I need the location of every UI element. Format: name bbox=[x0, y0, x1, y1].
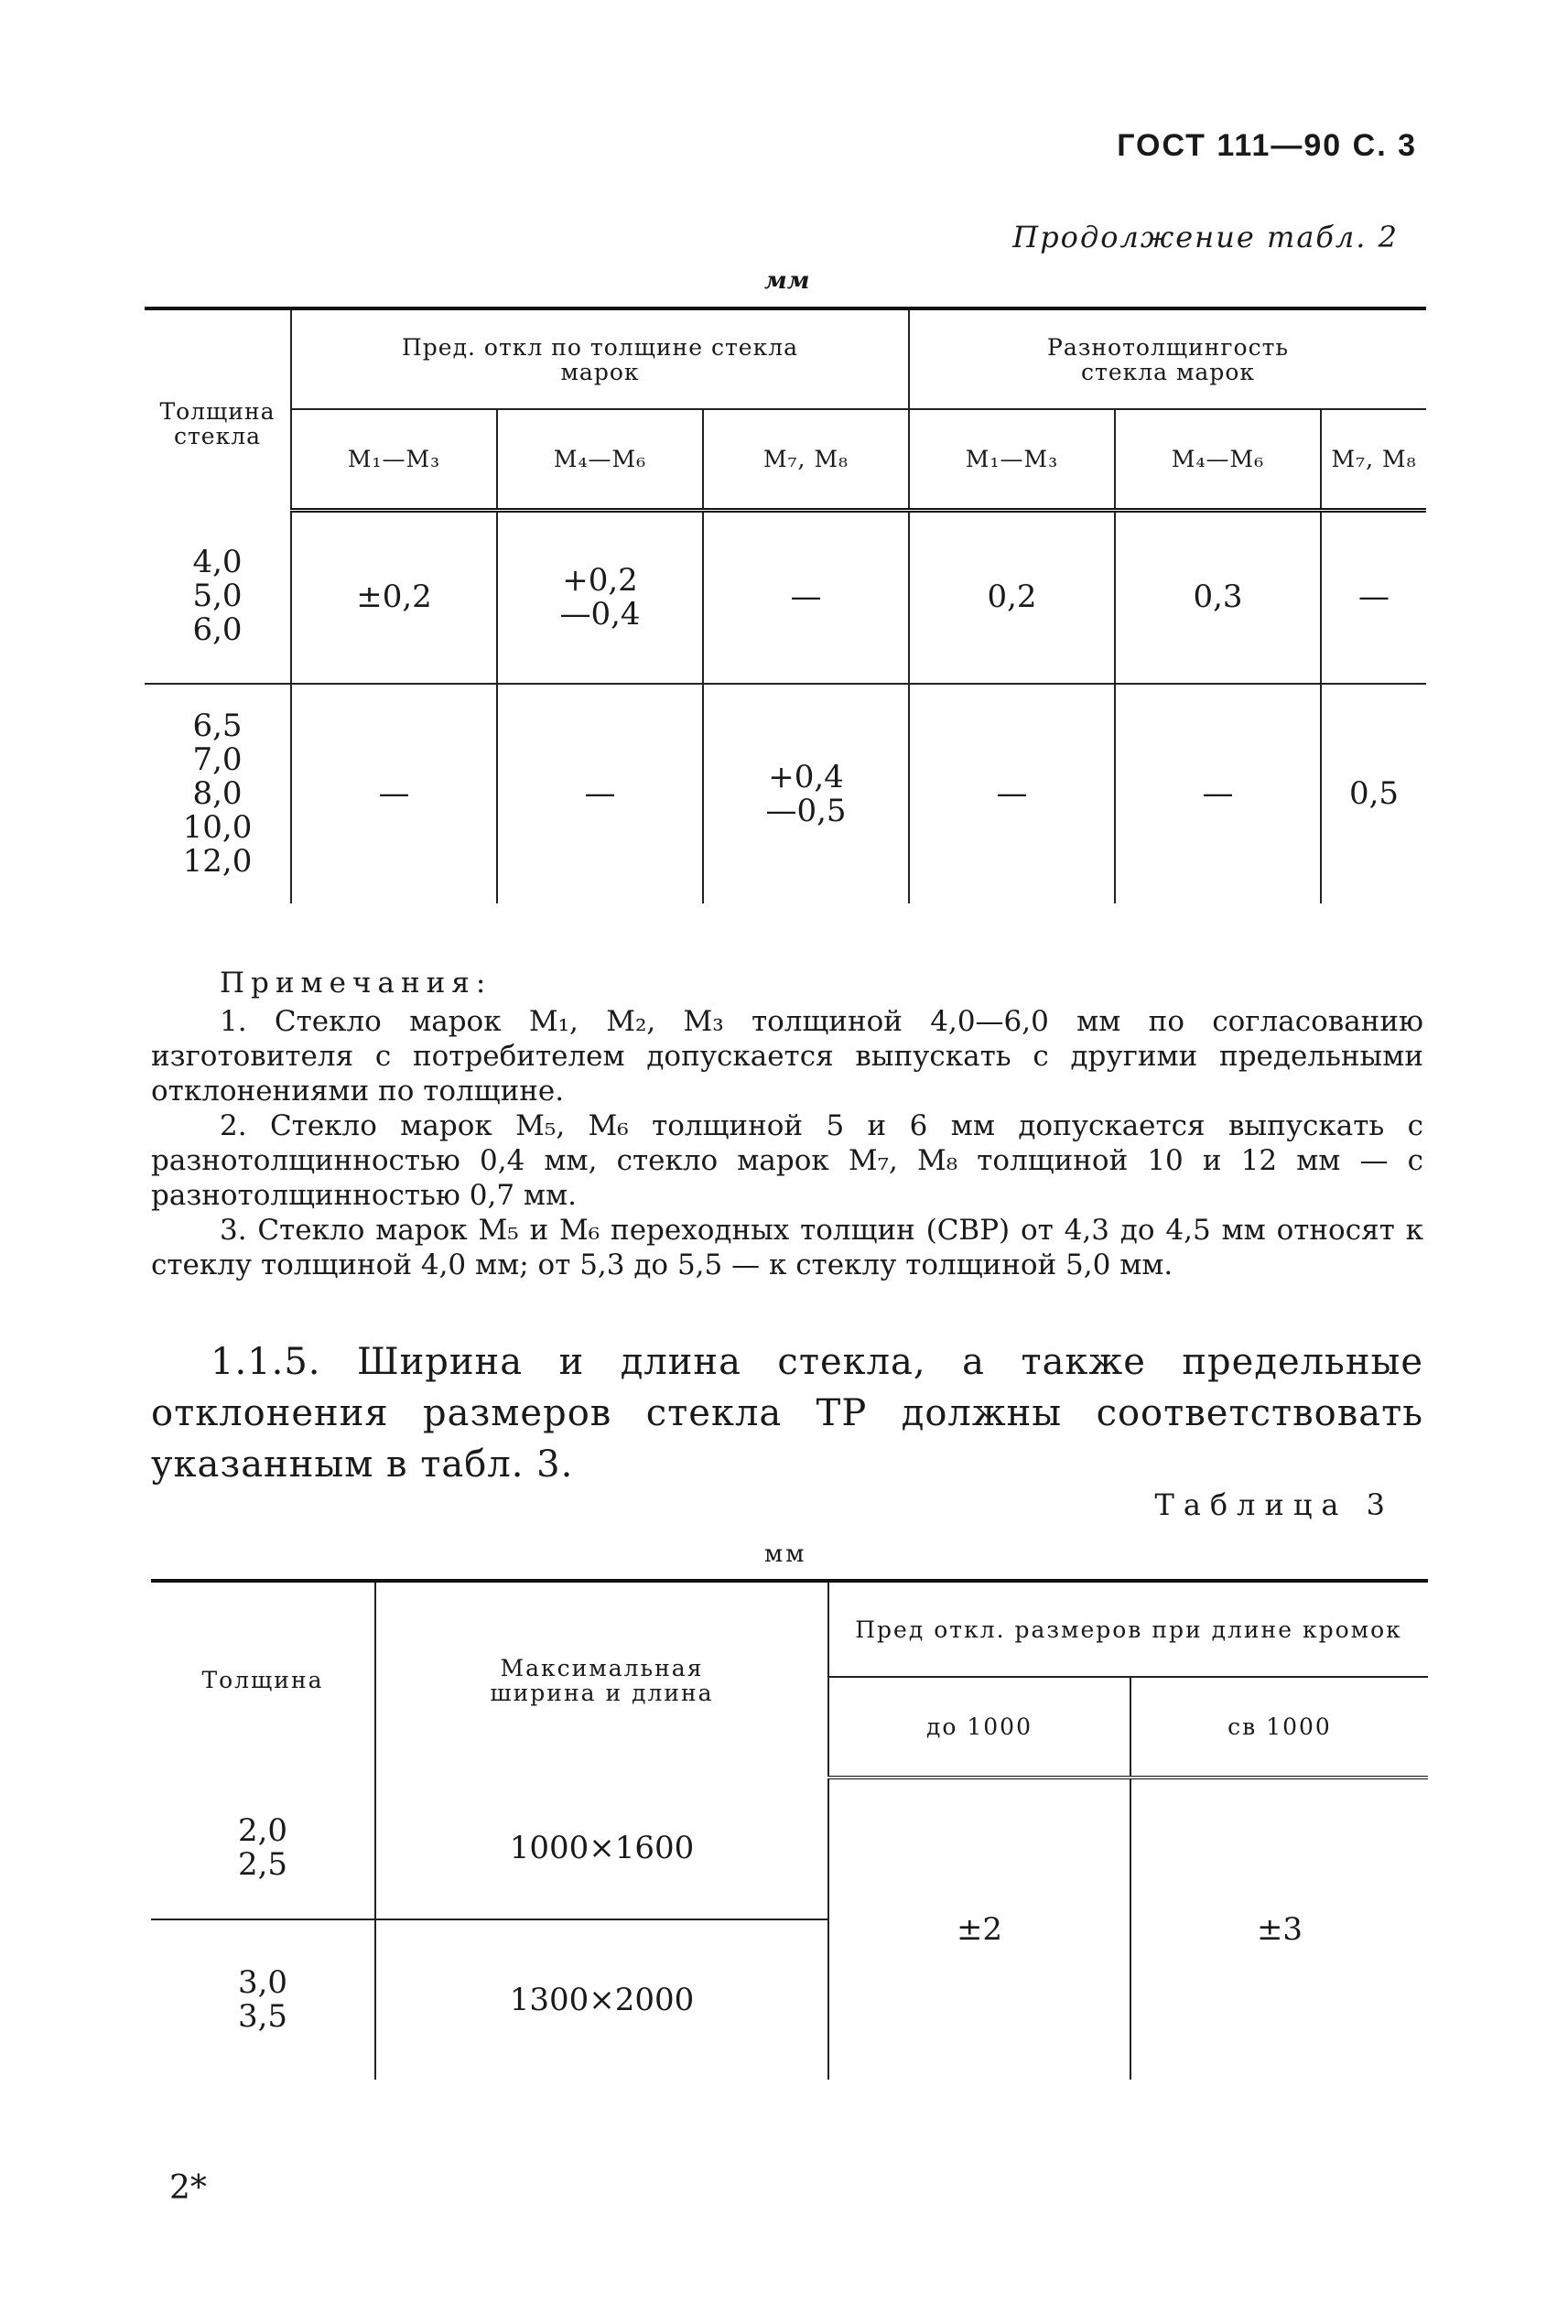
table2-units: мм bbox=[764, 267, 810, 295]
cell-thickness: 3,0 3,5 bbox=[237, 1964, 288, 2035]
page-mark: 2* bbox=[169, 2169, 207, 2207]
cell-dev-m7-m8: — bbox=[703, 510, 909, 684]
subheader-var-m1-m3: М₁—М₃ bbox=[909, 409, 1115, 510]
cell-dev-m4-m6: — bbox=[497, 684, 703, 903]
header-deviation-group: Пред. откл по толщине стекла марок bbox=[291, 308, 909, 409]
table-row bbox=[145, 684, 1426, 903]
paragraph-1-1-5: 1.1.5. Ширина и длина стекла, а также предельные отклонения размеров стекла ТР должны соответствовать указанным в табл. 3. bbox=[151, 1341, 1423, 1486]
cell-thickness: 6,5 7,0 8,0 10,0 12,0 bbox=[182, 708, 253, 880]
cell-var-m7-m8: 0,5 bbox=[1321, 684, 1426, 903]
cell-var-m1-m3: 0,2 bbox=[909, 510, 1115, 684]
cell-dev-over-1000: ±3 bbox=[1130, 1778, 1428, 2080]
notes-block bbox=[151, 966, 1423, 1282]
cell-dev-m1-m3: — bbox=[291, 684, 497, 903]
table-row bbox=[151, 1778, 1428, 1919]
table-continuation-label: Продолжение табл. 2 bbox=[1012, 220, 1399, 254]
notes-title: Примечания: bbox=[220, 967, 492, 1000]
note-item: 3. Стекло марок М₅ и М₆ переходных толщин (СВР) от 4,3 до 4,5 мм относят к стеклу толщиной 4,0 мм; от 5,3 до 5,5 — к стеклу толщиной 5,0 мм. bbox=[151, 1214, 1423, 1281]
cell-dev-m4-m6: +0,2 —0,4 bbox=[497, 510, 703, 684]
header-thickness: Толщина bbox=[151, 1581, 375, 1778]
table-2 bbox=[145, 307, 1426, 903]
header-deviation-group: Пред откл. размеров при длине кромок bbox=[828, 1581, 1428, 1677]
table-3 bbox=[151, 1579, 1428, 2080]
note-item: 1. Стекло марок М₁, М₂, М₃ толщиной 4,0—6,0 мм по согласованию изготовителя с потребителем допускается выпускать с другими предельными отклонениями по толщине. bbox=[151, 1005, 1423, 1108]
subheader-dev-m7-m8: М₇, М₈ bbox=[703, 409, 909, 510]
table3-caption: Таблица 3 bbox=[1154, 1487, 1394, 1522]
header-thickness: Толщина стекла bbox=[145, 308, 291, 510]
cell-dev-m7-m8: +0,4 —0,5 bbox=[703, 684, 909, 903]
cell-dev-m1-m3: ±0,2 bbox=[291, 510, 497, 684]
subheader-dev-m4-m6: М₄—М₆ bbox=[497, 409, 703, 510]
cell-var-m7-m8: — bbox=[1321, 510, 1426, 684]
document-header: ГОСТ 111—90 С. 3 bbox=[1117, 128, 1417, 163]
cell-var-m1-m3: — bbox=[909, 684, 1115, 903]
subheader-to-1000: до 1000 bbox=[828, 1677, 1130, 1778]
cell-dev-to-1000: ±2 bbox=[828, 1778, 1130, 2080]
cell-var-m4-m6: 0,3 bbox=[1115, 510, 1321, 684]
subheader-over-1000: св 1000 bbox=[1130, 1677, 1428, 1778]
cell-thickness: 4,0 5,0 6,0 bbox=[145, 510, 291, 684]
subheader-var-m7-m8: М₇, М₈ bbox=[1321, 409, 1426, 510]
subheader-var-m4-m6: М₄—М₆ bbox=[1115, 409, 1321, 510]
header-variation-group: Разнотолщингость стекла марок bbox=[909, 308, 1426, 409]
cell-max-size: 1000×1600 bbox=[375, 1778, 828, 1919]
table-row bbox=[145, 510, 1426, 684]
cell-thickness: 2,0 2,5 bbox=[151, 1778, 375, 1919]
table3-units: мм bbox=[764, 1540, 807, 1568]
header-max-size: Максимальная ширина и длина bbox=[375, 1581, 828, 1778]
cell-max-size: 1300×2000 bbox=[375, 1919, 828, 2080]
cell-var-m4-m6: — bbox=[1115, 684, 1321, 903]
note-item: 2. Стекло марок М₅, М₆ толщиной 5 и 6 мм допускается выпускать с разнотолщинностью 0,4 мм, стекло марок М₇, М₈ толщиной 10 и 12 мм — с разнотолщинностью 0,7 мм. bbox=[151, 1109, 1423, 1212]
subheader-dev-m1-m3: М₁—М₃ bbox=[291, 409, 497, 510]
